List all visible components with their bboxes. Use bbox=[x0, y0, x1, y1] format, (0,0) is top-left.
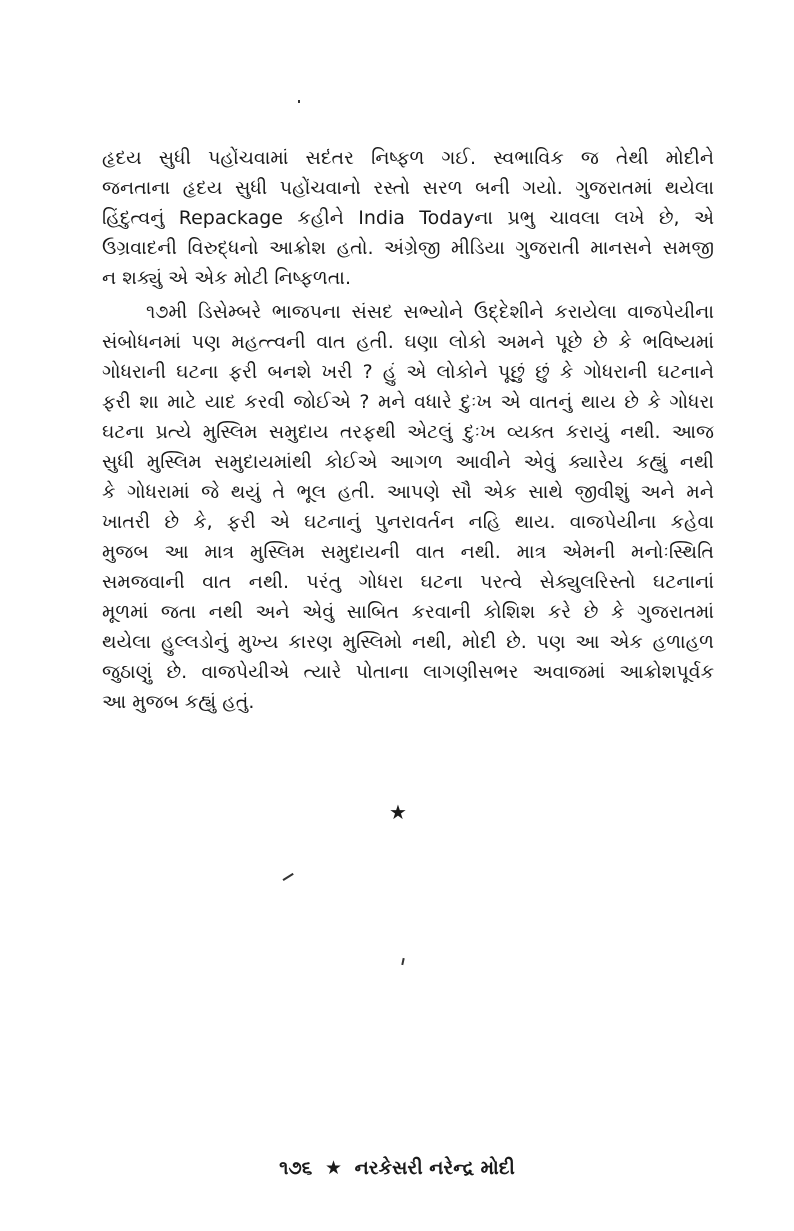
page-footer bbox=[0, 1155, 794, 1181]
text-line: ન શક્યું એ એક મોટી નિષ્ફળતા. bbox=[102, 267, 351, 289]
text-line: કે ગોધરામાં જે થયું તે ભૂલ હતી. આપણે સૌ એક સાથે જીવીશું અને મને bbox=[102, 481, 714, 503]
section-separator-star: ★ bbox=[389, 800, 407, 824]
footer-star: ★ bbox=[324, 1157, 342, 1179]
book-title: નરકેસરી નરેન્દ્ર મોદી bbox=[354, 1157, 515, 1179]
body-text bbox=[102, 143, 714, 717]
text-line: ઉગ્રવાદની વિરુદ્ધનો આક્રોશ હતો. અંગ્રેજી મીડિયા ગુજરાતી માનસને સમજી bbox=[102, 237, 714, 259]
text-line: ઘટના પ્રત્યે મુસ્લિમ સમુદાય તરફથી એટલું દુઃખ વ્યક્ત કરાયું નથી. આજ bbox=[102, 421, 714, 443]
text-line: સુધી મુસ્લિમ સમુદાયમાંથી કોઈએ આગળ આવીને એવું ક્યારેય કહ્યું નથી bbox=[102, 451, 714, 473]
scan-speck bbox=[283, 873, 294, 881]
text-line: થયેલા હુલ્લડોનું મુખ્ય કારણ મુસ્લિમો નથી, મોદી છે. પણ આ એક હળાહળ bbox=[102, 631, 714, 653]
text-line: આ મુજબ કહ્યું હતું. bbox=[102, 691, 255, 713]
text-line: જનતાના હૃદય સુધી પહોંચવાનો રસ્તો સરળ બની ગયો. ગુજરાતમાં થયેલા bbox=[102, 177, 714, 199]
text-line: ફરી શા માટે યાદ કરવી જોઈએ ? મને વધારે દુઃખ એ વાતનું થાય છે કે ગોધરા bbox=[102, 391, 714, 413]
paragraph-2 bbox=[102, 297, 714, 717]
text-line: ખાતરી છે કે, ફરી એ ઘટનાનું પુનરાવર્તન નહિ થાય. વાજપેયીના કહેવા bbox=[102, 511, 714, 533]
text-line: જુઠાણું છે. વાજપેયીએ ત્યારે પોતાના લાગણીસભર અવાજમાં આક્રોશપૂર્વક bbox=[102, 661, 714, 683]
text-line: ગોધરાની ઘટના ફરી બનશે ખરી ? હું એ લોકોને પૂછું છું કે ગોધરાની ઘટનાને bbox=[102, 361, 714, 383]
scan-speck bbox=[298, 100, 300, 103]
scan-speck bbox=[401, 958, 404, 965]
text-line: ૧૭મી ડિસેમ્બરે ભાજપના સંસદ સભ્યોને ઉદ્દેશીને કરાયેલા વાજપેયીના bbox=[146, 301, 714, 323]
page-number: ૧૭૬ bbox=[279, 1157, 313, 1179]
text-line: હૃદય સુધી પહોંચવામાં સદંતર નિષ્ફળ ગઈ. સ્વભાવિક જ તેથી મોદીને bbox=[102, 147, 714, 169]
text-line: મૂળમાં જતા નથી અને એવું સાબિત કરવાની કોશિશ કરે છે કે ગુજરાતમાં bbox=[102, 601, 714, 623]
text-line: સમજવાની વાત નથી. પરંતુ ગોધરા ઘટના પરત્વે સેક્યુલરિસ્તો ઘટનાનાં bbox=[102, 571, 714, 593]
paragraph-1 bbox=[102, 143, 714, 293]
text-line: હિંદુત્વનું Repackage કહીને India Todayના પ્રભુ ચાવલા લખે છે, એ bbox=[102, 207, 714, 229]
text-line: સંબોધનમાં પણ મહત્ત્વની વાત હતી. ઘણા લોકો અમને પૂછે છે કે ભવિષ્યમાં bbox=[102, 331, 714, 353]
text-line: મુજબ આ માત્ર મુસ્લિમ સમુદાયની વાત નથી. માત્ર એમની મનોઃસ્થિતિ bbox=[102, 541, 714, 563]
